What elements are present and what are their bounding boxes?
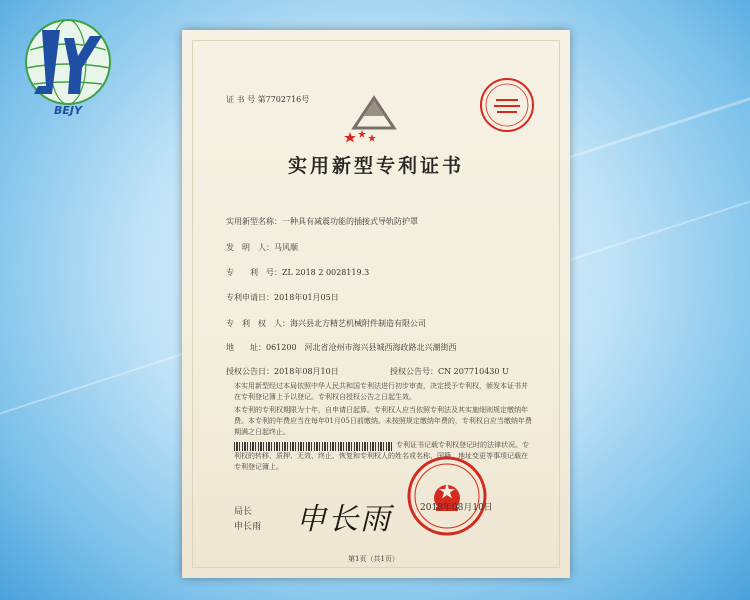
barcode: [234, 442, 392, 451]
field-patentee: 专 利 权 人：海兴县北方精艺机械附件制造有限公司: [226, 319, 426, 328]
cnipa-emblem: [342, 90, 406, 144]
small-seal: [478, 76, 536, 134]
background-streak: [566, 180, 750, 262]
patent-certificate: [182, 30, 570, 578]
certificate-paragraph: 专利证书记载专利权登记时的法律状况。专利权的转移、质押、无效、终止、恢复和专利权人的姓名或名称、国籍、地址变更等事项记载在专利登记簿上。: [234, 441, 529, 471]
field-utility-model-name: 实用新型名称：一种具有减震功能的插接式导轨防护罩: [226, 217, 418, 226]
page-info: 第1页（共1页）: [348, 555, 399, 563]
official-seal: [406, 455, 488, 537]
certificate-title: 实用新型专利证书: [287, 155, 464, 177]
field-application-date: 专利申请日：2018年01月05日: [226, 293, 339, 302]
field-grant-number: 授权公告号：CN 207710430 U: [390, 367, 509, 376]
field-inventor: 发 明 人：马风顺: [226, 243, 298, 252]
certificate-paragraph: 本专利的专利权期限为十年，自申请日起算。专利权人应当依照专利法及其实施细则规定缴纳年费。本专利的年费应当在每年01月05日前缴纳。未按照规定缴纳年费的，专利权自应当缴纳年费期满之日起终止。: [234, 406, 532, 436]
certificate-paragraph: 本实用新型经过本局依照中华人民共和国专利法进行初步审查，决定授予专利权，颁发本证书并在专利登记簿上予以登记。专利权自授权公告之日起生效。: [234, 382, 528, 401]
logo-text: BEJY: [54, 104, 82, 117]
handwritten-signature: 申长雨: [296, 502, 392, 537]
signatory-title: 局长: [234, 507, 253, 517]
company-logo: [12, 10, 130, 120]
field-grant-date: 授权公告日：2018年08月10日: [226, 367, 339, 376]
signatory-name: 申长雨: [234, 522, 262, 532]
field-address: 地 址：061200 河北省沧州市海兴县城西海政路北兴潮街西: [226, 343, 457, 352]
issue-date: 2018年08月10日: [420, 503, 493, 513]
field-patent-number: 专 利 号：ZL 2018 2 0028119.3: [226, 268, 370, 277]
certificate-number: 证 书 号 第7702716号: [226, 95, 310, 104]
